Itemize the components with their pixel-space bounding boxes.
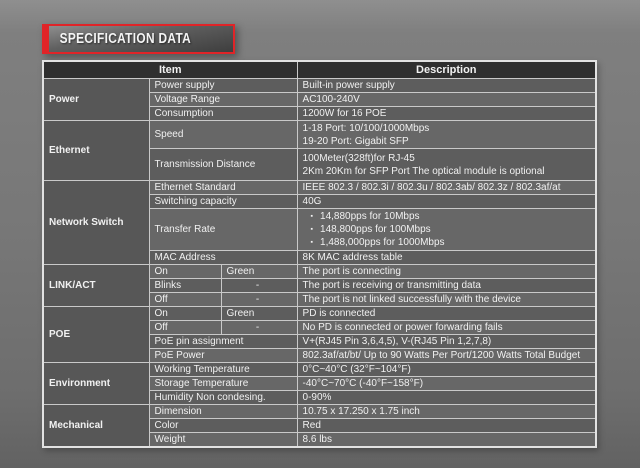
desc-cell	[297, 195, 596, 209]
item-cell: Color	[149, 419, 297, 433]
item-column-header: Item	[43, 61, 297, 79]
table-row	[43, 265, 596, 279]
desc-line: No PD is connected or power forwarding fails	[302, 322, 503, 333]
desc-cell	[297, 265, 596, 279]
desc-cell	[297, 209, 596, 251]
table-row	[43, 181, 596, 195]
desc-line: The port is not linked successfully with the device	[302, 294, 521, 305]
table-header-row	[43, 61, 596, 79]
desc-cell	[297, 363, 596, 377]
desc-line: 802.3af/at/bt/ Up to 90 Watts Per Port/1200 Watts Total Budget	[302, 350, 581, 361]
desc-line: The port is connecting	[302, 266, 401, 277]
bullet-text: 14,880pps for 10Mbps	[320, 211, 420, 222]
item-cell: PoE pin assignment	[149, 335, 297, 349]
desc-cell	[297, 79, 596, 93]
table-row	[43, 121, 596, 149]
desc-cell	[297, 391, 596, 405]
item-cell: Storage Temperature	[149, 377, 297, 391]
color-cell: -	[221, 321, 297, 335]
table-row	[43, 307, 596, 321]
desc-line: 2Km 20Km for SFP Port The optical module is optional	[302, 165, 545, 177]
item-cell: MAC Address	[149, 251, 297, 265]
desc-line: -40°C~70°C (-40°F~158°F)	[302, 378, 424, 389]
table-row	[43, 363, 596, 377]
item-cell: Ethernet Standard	[149, 181, 297, 195]
color-cell: Green	[221, 265, 297, 279]
group-cell: Network Switch	[43, 181, 149, 265]
color-cell: -	[221, 279, 297, 293]
bullet-line	[303, 223, 593, 236]
desc-line: 0-90%	[302, 392, 332, 403]
desc-line: 19-20 Port: Gigabit SFP	[302, 135, 409, 147]
bullet-text: 1,488,000pps for 1000Mbps	[320, 237, 445, 248]
spec-table	[42, 60, 597, 448]
table-row	[43, 79, 596, 93]
item-cell: Transfer Rate	[149, 209, 297, 251]
bullet-text: 148,800pps for 100Mbps	[320, 224, 431, 235]
desc-cell	[297, 149, 596, 181]
desc-line: Built-in power supply	[302, 80, 395, 91]
item-cell: Dimension	[149, 405, 297, 419]
table-row	[43, 405, 596, 419]
desc-cell	[297, 335, 596, 349]
desc-line: 100Meter(328ft)for RJ-45	[302, 152, 415, 164]
item-cell: Voltage Range	[149, 93, 297, 107]
desc-cell	[297, 419, 596, 433]
desc-line: 8K MAC address table	[302, 252, 403, 263]
bullet-line	[303, 210, 593, 223]
state-cell: Off	[149, 321, 221, 335]
color-cell: Green	[221, 307, 297, 321]
desc-line: V+(RJ45 Pin 3,6,4,5), V-(RJ45 Pin 1,2,7,8)	[302, 336, 492, 347]
item-cell: Power supply	[149, 79, 297, 93]
desc-cell	[297, 181, 596, 195]
item-cell: Working Temperature	[149, 363, 297, 377]
bullet-icon: ▪	[310, 226, 314, 233]
desc-cell	[297, 349, 596, 363]
desc-line: 40G	[302, 196, 322, 207]
desc-line: 0°C~40°C (32°F~104°F)	[302, 364, 411, 375]
desc-line: 8.6 lbs	[302, 434, 332, 445]
group-cell: Power	[43, 79, 149, 121]
desc-cell	[297, 121, 596, 149]
color-cell: -	[221, 293, 297, 307]
item-cell: Switching capacity	[149, 195, 297, 209]
desc-cell	[297, 321, 596, 335]
desc-line: Red	[302, 420, 321, 431]
desc-line: PD is connected	[302, 308, 376, 319]
desc-cell	[297, 93, 596, 107]
group-cell: Environment	[43, 363, 149, 405]
desc-line: 10.75 x 17.250 x 1.75 inch	[302, 406, 420, 417]
page-title: SPECIFICATION DATA	[59, 31, 192, 47]
item-cell: PoE Power	[149, 349, 297, 363]
desc-cell	[297, 307, 596, 321]
desc-cell	[297, 377, 596, 391]
desc-line: 1200W for 16 POE	[302, 108, 387, 119]
item-cell: Consumption	[149, 107, 297, 121]
desc-cell	[297, 279, 596, 293]
state-cell: On	[149, 307, 221, 321]
description-column-header: Description	[297, 61, 596, 79]
item-cell: Humidity Non condesing.	[149, 391, 297, 405]
specification-data-banner	[42, 24, 235, 54]
desc-line: The port is receiving or transmitting data	[302, 280, 481, 291]
group-cell: LINK/ACT	[43, 265, 149, 307]
desc-line: 1-18 Port: 10/100/1000Mbps	[302, 122, 430, 134]
bullet-icon: ▪	[310, 239, 314, 246]
group-cell: Ethernet	[43, 121, 149, 181]
state-cell: On	[149, 265, 221, 279]
desc-cell	[297, 433, 596, 448]
state-cell: Blinks	[149, 279, 221, 293]
desc-line: IEEE 802.3 / 802.3i / 802.3u / 802.3ab/ 802.3z / 802.3af/at	[302, 182, 561, 193]
state-cell: Off	[149, 293, 221, 307]
desc-cell	[297, 293, 596, 307]
desc-line: AC100-240V	[302, 94, 360, 105]
group-cell: POE	[43, 307, 149, 363]
bullet-icon: ▪	[310, 213, 314, 220]
item-cell: Weight	[149, 433, 297, 448]
item-cell: Speed	[149, 121, 297, 149]
desc-cell	[297, 107, 596, 121]
desc-cell	[297, 405, 596, 419]
item-cell: Transmission Distance	[149, 149, 297, 181]
group-cell: Mechanical	[43, 405, 149, 448]
bullet-line	[303, 236, 593, 249]
desc-cell	[297, 251, 596, 265]
